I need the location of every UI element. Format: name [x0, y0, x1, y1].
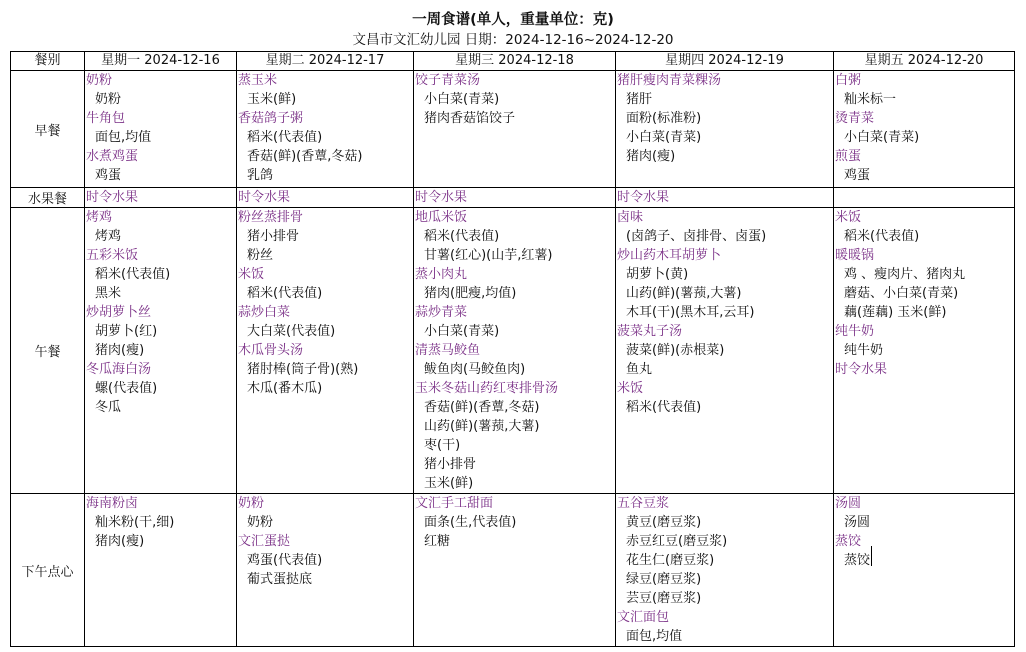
cell-lunch-friday — [834, 208, 1015, 494]
ingredient: 鸡 、瘦肉片、猪肉丸 — [844, 267, 966, 282]
dish-name: 五彩米饭 — [86, 248, 139, 263]
meal-label: 水果餐 — [11, 188, 85, 208]
dish-name: 地瓜米饭 — [415, 210, 468, 225]
page-title: 一周食谱(单人，重量单位：克) — [412, 12, 614, 28]
ingredient: 猪肉(瘦) — [626, 149, 676, 164]
dish-name: 饺子青菜汤 — [415, 73, 481, 88]
ingredient: 纯牛奶 — [844, 343, 884, 358]
dish-name: 汤圆 — [835, 496, 862, 511]
cell-lunch-thursday — [616, 208, 834, 494]
dish-name: 冬瓜海白汤 — [86, 362, 152, 377]
ingredient: 藕(莲藕) 玉米(鲜) — [844, 305, 947, 320]
ingredient: 面包,均值 — [95, 130, 152, 145]
menu-table — [10, 51, 1015, 647]
ingredient: 猪小排骨 — [424, 457, 477, 472]
ingredient: 籼米粉(干,细) — [95, 515, 175, 530]
dish-name: 白粥 — [835, 73, 862, 88]
dish-name: 米饭 — [238, 267, 265, 282]
dish-name: 水煮鸡蛋 — [86, 149, 139, 164]
header-row — [11, 52, 1015, 71]
ingredient: 猪小排骨 — [247, 229, 300, 244]
ingredient: 葡式蛋挞底 — [247, 572, 313, 587]
ingredient: 鲅鱼肉(马鲛鱼肉) — [424, 362, 526, 377]
dish-name: 海南粉卤 — [86, 496, 139, 511]
ingredient: 稻米(代表值) — [424, 229, 500, 244]
ingredient: 汤圆 — [844, 515, 871, 530]
ingredient: 烤鸡 — [95, 229, 122, 244]
dish-name: 烫青菜 — [835, 111, 875, 126]
dish-name: 香菇鸽子粥 — [238, 111, 304, 126]
cell-breakfast-monday — [85, 71, 237, 188]
dish-name: 蒜炒青菜 — [415, 305, 468, 320]
ingredient: 蘑菇、小白菜(青菜) — [844, 286, 959, 301]
ingredient: 稻米(代表值) — [95, 267, 171, 282]
ingredient: 玉米(鲜) — [247, 92, 297, 107]
ingredient: 黄豆(磨豆浆) — [626, 515, 702, 530]
ingredient: 山药(鲜)(薯蓣,大薯) — [424, 419, 540, 434]
dish-name: 时令水果 — [835, 362, 888, 377]
ingredient: 奶粉 — [247, 515, 274, 530]
ingredient: 小白菜(青菜) — [424, 92, 500, 107]
ingredient: 冬瓜 — [95, 400, 122, 415]
ingredient: 稻米(代表值) — [247, 286, 323, 301]
dish-name: 时令水果 — [617, 190, 670, 205]
ingredient: 猪肝 — [626, 92, 653, 107]
dish-name: 米饭 — [617, 381, 644, 396]
cell-fruit-meal-thursday — [616, 188, 834, 208]
ingredient: 螺(代表值) — [95, 381, 158, 396]
dish-name: 牛角包 — [86, 111, 126, 126]
row-lunch — [11, 208, 1015, 494]
header-meal: 餐别 — [11, 52, 85, 71]
dish-name: 卤味 — [617, 210, 644, 225]
ingredient: 枣(干) — [424, 438, 461, 453]
ingredient: 稻米(代表值) — [247, 130, 323, 145]
ingredient: 猪肉(肥瘦,均值) — [424, 286, 517, 301]
cell-afternoon-snack-friday — [834, 494, 1015, 647]
cell-lunch-tuesday — [237, 208, 414, 494]
dish-name: 炒山药木耳胡萝卜 — [617, 248, 722, 263]
dish-name: 蒜炒白菜 — [238, 305, 291, 320]
dish-name: 蒸小肉丸 — [415, 267, 468, 282]
ingredient: 黑米 — [95, 286, 122, 301]
header-friday: 星期五 2024-12-20 — [834, 52, 1015, 71]
ingredient: 小白菜(青菜) — [424, 324, 500, 339]
header-monday: 星期一 2024-12-16 — [85, 52, 237, 71]
ingredient: (卤鸽子、卤排骨、卤蛋) — [626, 229, 767, 244]
dish-name: 时令水果 — [238, 190, 291, 205]
dish-name: 清蒸马鲛鱼 — [415, 343, 481, 358]
row-breakfast — [11, 71, 1015, 188]
ingredient: 猪肉香菇馅饺子 — [424, 111, 516, 126]
ingredient: 红糖 — [424, 534, 451, 549]
ingredient: 小白菜(青菜) — [844, 130, 920, 145]
ingredient: 赤豆红豆(磨豆浆) — [626, 534, 728, 549]
ingredient: 面包,均值 — [626, 629, 683, 644]
cell-lunch-monday — [85, 208, 237, 494]
cell-fruit-meal-tuesday — [237, 188, 414, 208]
cell-fruit-meal-monday — [85, 188, 237, 208]
ingredient: 甘薯(红心)(山芋,红薯) — [424, 248, 553, 263]
ingredient: 花生仁(磨豆浆) — [626, 553, 715, 568]
ingredient: 猪肉(瘦) — [95, 534, 145, 549]
cell-fruit-meal-wednesday — [414, 188, 616, 208]
ingredient: 木耳(干)(黑木耳,云耳) — [626, 305, 755, 320]
ingredient: 胡萝卜(黄) — [626, 267, 689, 282]
cell-afternoon-snack-monday — [85, 494, 237, 647]
cell-breakfast-wednesday — [414, 71, 616, 188]
cell-afternoon-snack-wednesday — [414, 494, 616, 647]
cell-breakfast-friday — [834, 71, 1015, 188]
dish-name: 奶粉 — [86, 73, 113, 88]
header-wednesday: 星期三 2024-12-18 — [414, 52, 616, 71]
dish-name: 蒸饺 — [835, 534, 862, 549]
ingredient: 小白菜(青菜) — [626, 130, 702, 145]
ingredient: 蒸饺 — [844, 553, 871, 568]
cell-breakfast-thursday — [616, 71, 834, 188]
dish-name: 纯牛奶 — [835, 324, 875, 339]
dish-name: 时令水果 — [86, 190, 139, 205]
dish-name: 玉米冬菇山药红枣排骨汤 — [415, 381, 559, 396]
dish-name: 时令水果 — [415, 190, 468, 205]
ingredient: 奶粉 — [95, 92, 122, 107]
ingredient: 鸡蛋 — [844, 168, 871, 183]
row-afternoon-snack — [11, 494, 1015, 647]
dish-name: 暖暖锅 — [835, 248, 875, 263]
ingredient: 面粉(标准粉) — [626, 111, 702, 126]
dish-name: 粉丝蒸排骨 — [238, 210, 304, 225]
ingredient: 绿豆(磨豆浆) — [626, 572, 702, 587]
dish-name: 米饭 — [835, 210, 862, 225]
dish-name: 文汇手工甜面 — [415, 496, 494, 511]
ingredient: 乳鸽 — [247, 168, 274, 183]
meal-label: 午餐 — [11, 208, 85, 494]
ingredient: 香菇(鲜)(香蕈,冬菇) — [424, 400, 540, 415]
meal-label: 早餐 — [11, 71, 85, 188]
cell-fruit-meal-friday — [834, 188, 1015, 208]
header-thursday: 星期四 2024-12-19 — [616, 52, 834, 71]
meal-label: 下午点心 — [11, 494, 85, 647]
ingredient: 面条(生,代表值) — [424, 515, 517, 530]
cell-breakfast-tuesday — [237, 71, 414, 188]
header-tuesday: 星期二 2024-12-17 — [237, 52, 414, 71]
ingredient: 胡萝卜(红) — [95, 324, 158, 339]
page-subtitle: 文昌市文汇幼儿园 日期：2024-12-16~2024-12-20 — [352, 32, 674, 48]
ingredient: 香菇(鲜)(香蕈,冬菇) — [247, 149, 363, 164]
row-fruit-meal — [11, 188, 1015, 208]
ingredient: 鱼丸 — [626, 362, 653, 377]
dish-name: 奶粉 — [238, 496, 265, 511]
dish-name: 猪肝瘦肉青菜粿汤 — [617, 73, 722, 88]
cell-afternoon-snack-tuesday — [237, 494, 414, 647]
ingredient: 鸡蛋 — [95, 168, 122, 183]
ingredient: 粉丝 — [247, 248, 274, 263]
dish-name: 五谷豆浆 — [617, 496, 670, 511]
ingredient: 木瓜(番木瓜) — [247, 381, 323, 396]
dish-name: 蒸玉米 — [238, 73, 278, 88]
ingredient: 猪肉(瘦) — [95, 343, 145, 358]
ingredient: 大白菜(代表值) — [247, 324, 336, 339]
cell-lunch-wednesday — [414, 208, 616, 494]
dish-name: 文汇面包 — [617, 610, 670, 625]
ingredient: 稻米(代表值) — [626, 400, 702, 415]
ingredient: 菠菜(鲜)(赤根菜) — [626, 343, 725, 358]
ingredient: 玉米(鲜) — [424, 476, 474, 491]
dish-name: 菠菜丸子汤 — [617, 324, 683, 339]
dish-name: 木瓜骨头汤 — [238, 343, 304, 358]
dish-name: 烤鸡 — [86, 210, 113, 225]
dish-name: 煎蛋 — [835, 149, 862, 164]
dish-name: 炒胡萝卜丝 — [86, 305, 152, 320]
ingredient: 鸡蛋(代表值) — [247, 553, 323, 568]
ingredient: 籼米标一 — [844, 92, 897, 107]
cell-afternoon-snack-thursday — [616, 494, 834, 647]
ingredient: 山药(鲜)(薯蓣,大薯) — [626, 286, 742, 301]
ingredient: 猪肘棒(筒子骨)(熟) — [247, 362, 359, 377]
dish-name: 文汇蛋挞 — [238, 534, 291, 549]
text-cursor — [871, 546, 872, 566]
ingredient: 稻米(代表值) — [844, 229, 920, 244]
ingredient: 芸豆(磨豆浆) — [626, 591, 702, 606]
